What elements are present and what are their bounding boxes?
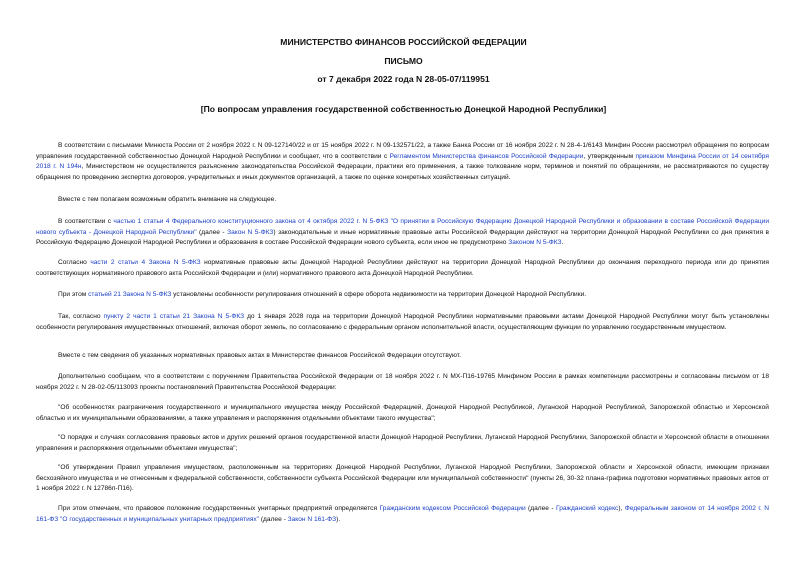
document-link[interactable]: статьей 21 Закона N 5-ФКЗ (88, 291, 172, 298)
paragraph (36, 372, 769, 393)
paragraph-text: Вместе с тем полагаем возможным обратить внимание на следующее. (58, 196, 277, 203)
paragraph-text: "О порядке и случаях согласования правовых актов и других решений органов государственной власти Донецкой Народной Республики, Луганской Народной Республики, Запорожской области и Херсонской области в отношении управления и распоряжения отдельными объектами имущества"; (36, 434, 769, 452)
paragraph-text: В соответствии с письмами Минюста России от 2 ноября 2022 г. N 09-127140/22 и от 15 ноября 2022 г. N 09-132571/22, а также Банка России от 16 ноября 2022 г. N 28-4-1/6143 Минфин России рассмотрел обращения по вопросам управления государственной собственностью Донецкой Народной Республики и сообщает, что в соответствии с (36, 142, 769, 160)
paragraph-text: (далее - (259, 515, 288, 523)
document-link[interactable]: Закон N 161-ФЗ (287, 515, 337, 523)
document-link[interactable]: Гражданский кодекс (556, 505, 619, 512)
paragraph (36, 258, 769, 279)
paragraph-text: до 1 января 2028 года на территории Донецкой Народной Республики нормативными правовыми актами Донецкой Народной Республики могут быть установлены особенности регулирования имущественных отношений, включая оборот земель, по согласованию с федеральным органом исполнительной власти, осуществляющим функции по управлению государственным имуществом. (36, 313, 769, 331)
paragraph (36, 141, 769, 183)
paragraph-text: "Об утверждении Правил управления имуществом, расположенным на территориях Донецкой Народной Республики, Луганской Народной Республики, Запорожской области и Херсонской области, имеющим признаки бесхозяйного имущества и не отнесенным к федеральной собственности, собственности субъекта Российской Федерации или муниципальной собственности" (пункты 26, 30-32 плана-графика подготовки нормативных правовых актов от 1 ноября 2022 г. N 12786п-П16). (36, 464, 769, 493)
document-link[interactable]: Федеральным законом от 14 ноября 2002 г. N 161-ФЗ "О государственных и муниципальных унитарных предприятиях" (36, 505, 770, 523)
paragraph (36, 195, 769, 206)
paragraph-text: (далее - (525, 505, 556, 512)
document-link[interactable]: части 2 статьи 4 Закона N 5-ФКЗ (90, 259, 201, 266)
paragraph-text: ). (336, 515, 341, 523)
document-link[interactable]: Гражданским кодексом Российской Федерации (379, 505, 526, 512)
document-link[interactable]: Закон N 5-ФКЗ (227, 228, 274, 236)
paragraph-text: (далее - (196, 228, 228, 236)
document-link[interactable]: приказом Минфина России от 14 сентября 2018 г. N 194н (36, 152, 769, 171)
paragraph (36, 290, 769, 301)
paragraph-text: ) законодательные и иные нормативные правовые акты Российской Федерации действуют на территории Донецкой Народной Республики со дня принятия в Российскую Федерацию Донецкой Народной Республики и образования в составе Российской Федерации нового субъекта, если иное не предусмотрено (36, 228, 770, 247)
paragraph-text: При этом отмечаем, что правовое положение государственных унитарных предприятий определяется (58, 505, 380, 512)
document-type: ПИСЬМО (384, 56, 423, 66)
paragraph-text: В соответствии с (58, 218, 114, 225)
paragraph (36, 504, 769, 525)
paragraph-text: Согласно (58, 259, 91, 266)
paragraph-text: установлены особенности регулирования отношений в сфере оборота недвижимости на территории Донецкой Народной Республики. (171, 291, 587, 298)
paragraph (36, 433, 769, 454)
paragraph-text: При этом (58, 291, 89, 298)
paragraph (36, 351, 769, 362)
paragraph-text: Вместе с тем сведения об указанных нормативных правовых актах в Министерстве финансов Российской Федерации отсутствуют. (58, 352, 461, 359)
document-link[interactable]: Законом N 5-ФКЗ (508, 239, 562, 247)
paragraph-text: ), (618, 505, 625, 512)
paragraph-text: "Об особенностях разграничения государственного и муниципального имущества между Российской Федерацией, Донецкой Народной Республикой, Луганской Народной Республикой, Запорожской областью и Херсонской областью и их муниципальными образованиями, а также управления и распоряжения отдельными объектами такого имущества"; (36, 404, 769, 422)
paragraph-text: Так, согласно (58, 313, 104, 320)
paragraph-text: . (561, 239, 564, 247)
document-date-number: от 7 декабря 2022 года N 28-05-07/119951 (317, 74, 490, 84)
paragraph (36, 217, 769, 249)
ministry-title: МИНИСТЕРСТВО ФИНАНСОВ РОССИЙСКОЙ ФЕДЕРАЦИИ (280, 37, 527, 47)
paragraph (36, 463, 769, 495)
document-link[interactable]: частью 1 статьи 4 Федерального конституционного закона от 4 октября 2022 г. N 5-ФКЗ "О принятии в Российскую Федерацию Донецкой Народной Республики и образовании в составе Российской Федерации нового субъекта - Донецкой Народной Республики" (36, 218, 770, 236)
paragraph-text: , Министерством не осуществляется разъяснение законодательства Российской Федерации, практики его применения, а также толкование норм, терминов и понятий по обращениям, не рассматриваются по существу обращения по проведению экспертиз договоров, учредительных и иных документов организаций, а также по оценке конкретных хозяйственных ситуаций. (36, 163, 769, 181)
document-link[interactable]: Регламентом Министерства финансов Российской Федерации (389, 152, 584, 160)
document-subject: [По вопросам управления государственной собственностью Донецкой Народной Республики] (200, 104, 607, 114)
paragraph-text: Дополнительно сообщаем, что в соответствии с поручением Правительства Российской Федерации от 18 ноября 2022 г. N МХ-П16-19765 Минфином России в рамках компетенции рассмотрены и согласованы письмом от 18 ноября 2022 г. N 28-02-05/113093 проекты постановлений Правительства Российской Федерации: (36, 373, 769, 391)
paragraph-text: нормативные правовые акты Донецкой Народной Республики действуют на территории Донецкой Народной Республики до окончания переходного периода или до принятия соответствующих нормативного правового акта Российской Федерации и (или) нормативного правового акта Донецкой Народной Республики. (36, 259, 769, 277)
paragraph (36, 403, 769, 424)
paragraph (36, 312, 769, 333)
document-link[interactable]: пункту 2 части 1 статьи 21 Закона N 5-ФКЗ (103, 313, 245, 320)
paragraph-text: , утвержденным (583, 152, 636, 160)
